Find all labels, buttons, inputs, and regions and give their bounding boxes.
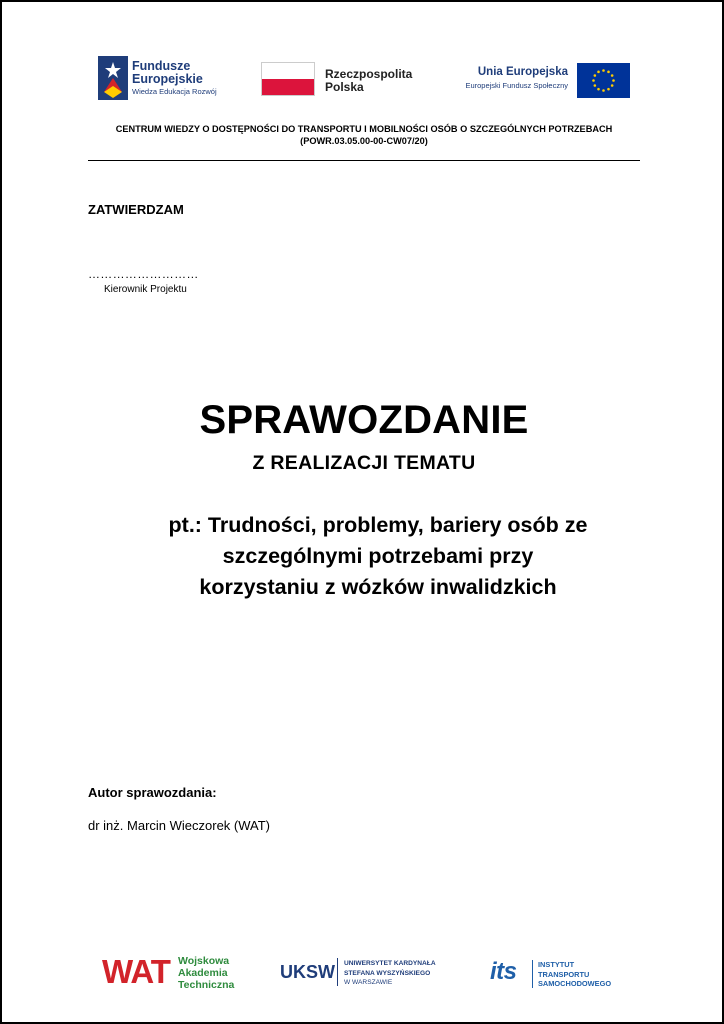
- unia-europejska-logo: [464, 54, 630, 102]
- uksw-line3: W WARSZAWIE: [344, 979, 393, 986]
- fundusze-europejskie-icon: [98, 56, 128, 100]
- eu-star: [607, 88, 610, 91]
- wat-mark: WAT: [102, 953, 170, 990]
- footer-logos: [102, 950, 632, 998]
- fe-title: Fundusze Europejskie: [132, 59, 203, 86]
- its-line1: INSTYTUT: [538, 960, 575, 969]
- eu-star: [611, 84, 614, 87]
- wat-line3: Techniczna: [178, 979, 235, 991]
- fundusze-europejskie-logo: [98, 54, 248, 102]
- topic-line-1: pt.: Trudności, problemy, bariery osób ze: [168, 513, 588, 537]
- uksw-mark: UKSW: [280, 962, 335, 982]
- eu-star: [607, 71, 610, 74]
- header-divider: [88, 160, 640, 161]
- ue-title: Unia Europejska: [477, 66, 568, 78]
- eu-star: [592, 79, 595, 82]
- its-mark: its: [490, 958, 517, 985]
- its-line3: SAMOCHODOWEGO: [538, 979, 612, 988]
- eu-flag-icon: [577, 63, 630, 98]
- eu-star: [594, 74, 597, 77]
- its-logo: [490, 950, 630, 998]
- eu-star: [611, 74, 614, 77]
- wat-line2: Akademia: [178, 967, 228, 979]
- uksw-logo: [280, 950, 450, 998]
- eu-star: [602, 89, 605, 92]
- eu-star: [594, 84, 597, 87]
- author-label: Autor sprawozdania:: [88, 785, 217, 800]
- author-name: dr inż. Marcin Wieczorek (WAT): [88, 818, 271, 833]
- document-topic: [98, 510, 658, 603]
- center-name: CENTRUM WIEDZY O DOSTĘPNOŚCI DO TRANSPORTU I MOBILNOŚCI OSÓB O SZCZEGÓLNYCH POTRZEBACH: [115, 124, 613, 134]
- header-logos: [94, 54, 634, 102]
- uksw-line1: UNIWERSYTET KARDYNAŁA: [344, 960, 436, 967]
- uksw-divider: [337, 958, 338, 986]
- wat-line1: Wojskowa: [178, 955, 230, 967]
- document-subtitle: Z REALIZACJI TEMATU: [252, 452, 476, 474]
- approval-label: ZATWIERDZAM: [88, 202, 184, 217]
- fe-subtitle: Wiedza Edukacja Rozwój: [132, 87, 217, 96]
- rp-line1: Rzeczpospolita: [325, 67, 413, 81]
- eu-star: [597, 71, 600, 74]
- eu-star: [612, 79, 615, 82]
- topic-line-2: szczególnymi potrzebami przy: [222, 544, 534, 568]
- signature-line: ………………………: [88, 267, 199, 281]
- document-title: SPRAWOZDANIE: [199, 398, 529, 442]
- eu-star: [597, 88, 600, 91]
- wat-logo: [102, 950, 242, 998]
- eu-star: [602, 69, 605, 72]
- uksw-line2: STEFANA WYSZYŃSKIEGO: [344, 969, 431, 977]
- rzeczpospolita-polska-logo: [261, 54, 431, 102]
- its-line2: TRANSPORTU: [538, 969, 590, 979]
- ue-subtitle: Europejski Fundusz Społeczny: [465, 81, 568, 90]
- topic-line-3: korzystaniu z wózków inwalidzkich: [199, 575, 557, 599]
- project-code: (POWR.03.05.00-00-CW07/20): [300, 136, 428, 146]
- its-divider: [532, 960, 533, 988]
- rp-line2: Polska: [325, 80, 364, 94]
- polish-flag-icon: [261, 62, 315, 96]
- signature-role: Kierownik Projektu: [104, 284, 187, 295]
